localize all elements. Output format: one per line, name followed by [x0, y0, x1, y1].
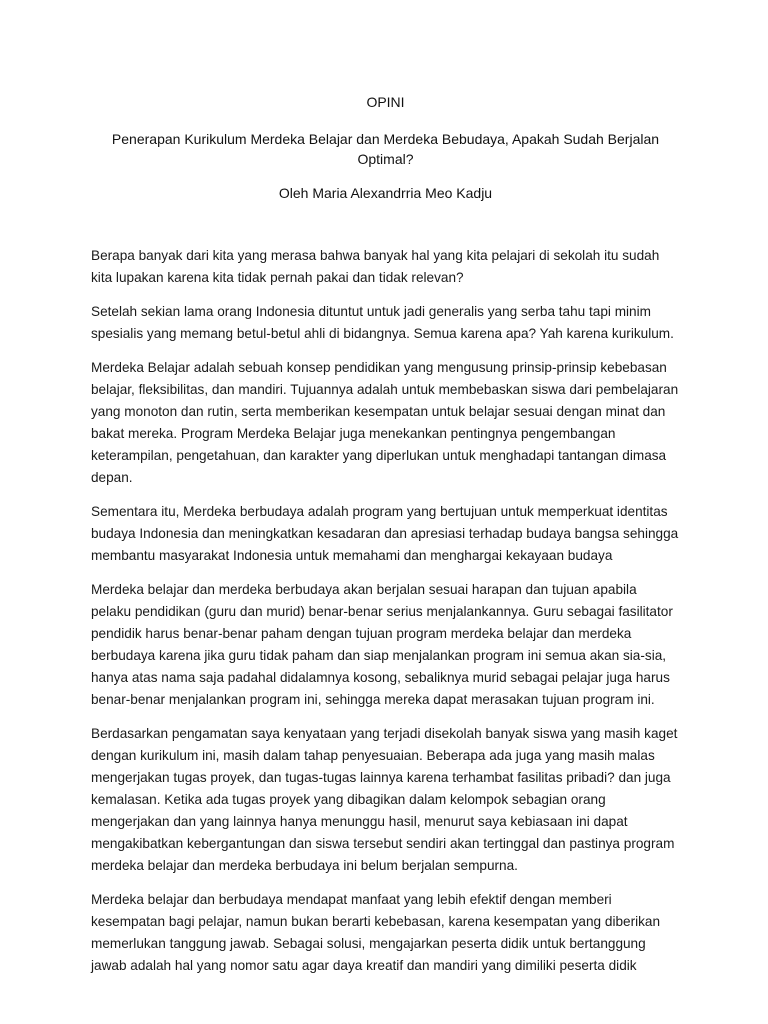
paragraph: Berapa banyak dari kita yang merasa bahwa banyak hal yang kita pelajari di sekolah itu sudah kita lupakan karena kita tidak pernah pakai dan tidak relevan?	[91, 248, 660, 285]
article-byline: Oleh Maria Alexandrria Meo Kadju	[278, 185, 493, 201]
paragraph: Berdasarkan pengamatan saya kenyataan yang terjadi disekolah banyak siswa yang masih kaget dengan kurikulum ini, masih dalam tahap penyesuaian. Beberapa ada juga yang masih malas mengerjakan tugas proyek, dan tugas-tugas lainnya karena terhambat fasilitas pribadi? dan juga kemalasan. Ketika ada tugas proyek yang dibagikan dalam kelompok sebagian orang mengerjakan dan yang lainnya hanya menunggu hasil, menurut saya kebiasaan ini dapat mengakibatkan kebergantungan dan siswa tersebut sendiri akan tertinggal dan pastinya program merdeka belajar dan merdeka berbudaya ini belum berjalan sempurna.	[91, 726, 678, 873]
paragraph: Merdeka belajar dan merdeka berbudaya akan berjalan sesuai harapan dan tujuan apabila pelaku pendidikan (guru dan murid) benar-benar serius menjalankannya. Guru sebagai fasilitator pendidik harus benar-benar paham dengan tujuan program merdeka belajar dan merdeka berbudaya karena jika guru tidak paham dan siap menjalankan program ini semua akan sia-sia, hanya atas nama saja padahal didalamnya kosong, sebaliknya murid sebagai pelajar juga harus benar-benar menjalankan program ini, sehingga mereka dapat merasakan tujuan program ini.	[91, 582, 673, 707]
paragraph: Merdeka Belajar adalah sebuah konsep pendidikan yang mengusung prinsip-prinsip kebebasan belajar, fleksibilitas, dan mandiri. Tujuannya adalah untuk membebaskan siswa dari pembelajaran yang monoton dan rutin, serta memberikan kesempatan untuk belajar sesuai dengan minat dan bakat mereka. Program Merdeka Belajar juga menekankan pentingnya pengembangan keterampilan, pengetahuan, dan karakter yang diperlukan untuk menghadapi tantangan dimasa depan.	[91, 360, 679, 485]
article-body	[91, 245, 680, 977]
paragraph: Merdeka belajar dan berbudaya mendapat manfaat yang lebih efektif dengan memberi kesempatan bagi pelajar, namun bukan berarti kebebasan, karena kesempatan yang diberikan memerlukan tanggung jawab. Sebagai solusi, mengajarkan peserta didik untuk bertanggung jawab adalah hal yang nomor satu agar daya kreatif dan mandiri yang dimiliki peserta didik	[91, 892, 661, 973]
paragraph: Setelah sekian lama orang Indonesia dituntut untuk jadi generalis yang serba tahu tapi minim spesialis yang memang betul-betul ahli di bidangnya. Semua karena apa? Yah karena kurikulum.	[91, 304, 674, 341]
paragraph: Sementara itu, Merdeka berbudaya adalah program yang bertujuan untuk memperkuat identitas budaya Indonesia dan meningkatkan kesadaran dan apresiasi terhadap budaya bangsa sehingga membantu masyarakat Indonesia untuk memahami dan menghargai kekayaan budaya	[91, 504, 679, 563]
article-label: OPINI	[366, 94, 405, 110]
article-title: Penerapan Kurikulum Merdeka Belajar dan Merdeka Bebudaya, Apakah Sudah Berjalan Optimal?	[111, 131, 660, 167]
